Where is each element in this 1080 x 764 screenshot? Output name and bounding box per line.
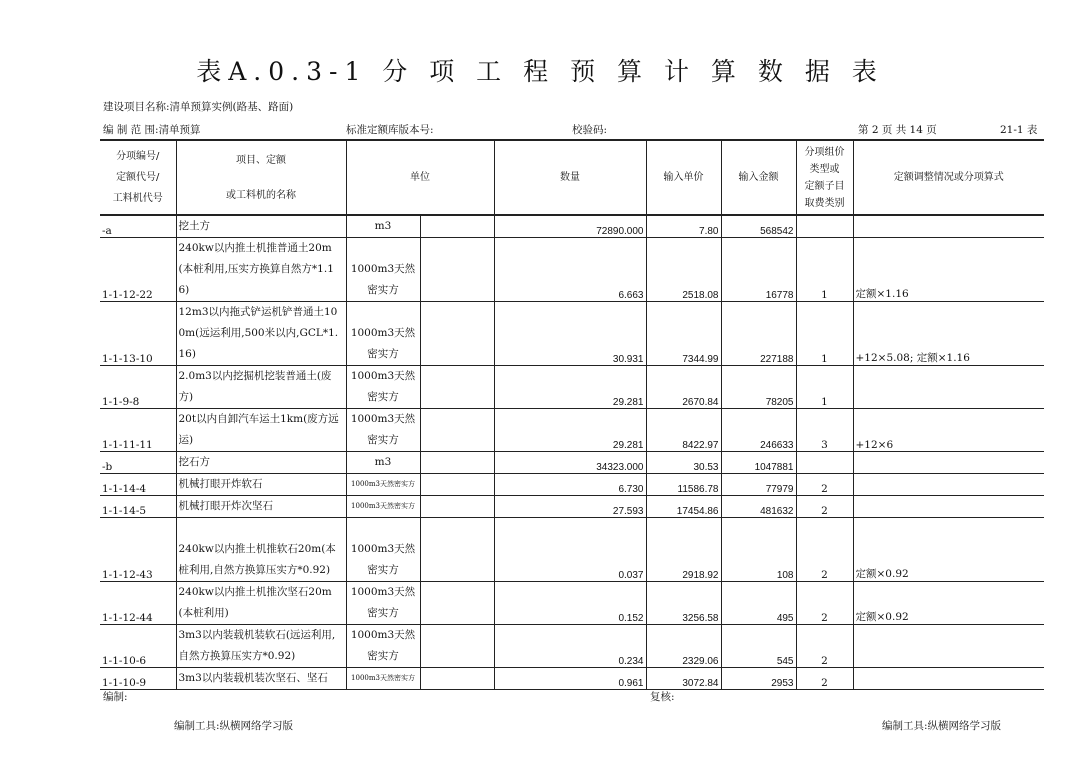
row-adjust bbox=[853, 496, 1044, 518]
page-title: 表A.0.3-1 分 项 工 程 预 算 计 算 数 据 表 bbox=[196, 57, 884, 86]
row-type: 1 bbox=[796, 366, 853, 409]
row-unit: m3 bbox=[346, 452, 420, 474]
row-quantity: 29.281 bbox=[494, 366, 646, 409]
table-row bbox=[100, 215, 1044, 238]
project-value: 清单预算实例(路基、路面) bbox=[169, 101, 294, 113]
table-row bbox=[100, 518, 1044, 582]
row-name: 20t以内自卸汽车运土1km(废方远运) bbox=[176, 409, 346, 452]
row-quantity: 0.234 bbox=[494, 625, 646, 668]
table-header bbox=[100, 140, 1044, 215]
row-unit: 1000m3天然密实方 bbox=[346, 366, 420, 409]
row-unit-extra bbox=[420, 474, 494, 496]
table-row bbox=[100, 582, 1044, 625]
row-unit: 1000m3天然密实方 bbox=[346, 496, 420, 518]
row-adjust bbox=[853, 366, 1044, 409]
compiler-label: 编制: bbox=[103, 691, 128, 703]
row-code: 1-1-10-6 bbox=[100, 625, 176, 668]
row-unit: 1000m3天然密实方 bbox=[346, 302, 420, 366]
row-quantity: 6.730 bbox=[494, 474, 646, 496]
header-unit: 单位 bbox=[346, 140, 494, 215]
table-row bbox=[100, 474, 1044, 496]
row-type: 2 bbox=[796, 496, 853, 518]
header-price: 输入单价 bbox=[646, 140, 721, 215]
row-adjust bbox=[853, 668, 1044, 690]
tool-credit-left: 编制工具:纵横网络学习版 bbox=[174, 720, 294, 732]
row-type bbox=[796, 215, 853, 238]
row-unit: 1000m3天然密实方 bbox=[346, 409, 420, 452]
row-amount: 568542 bbox=[721, 215, 796, 238]
row-quantity: 29.281 bbox=[494, 409, 646, 452]
row-amount: 108 bbox=[721, 518, 796, 582]
row-amount: 246633 bbox=[721, 409, 796, 452]
row-unit-extra bbox=[420, 518, 494, 582]
tool-credit-right: 编制工具:纵横网络学习版 bbox=[882, 720, 1002, 732]
header-quantity: 数量 bbox=[494, 140, 646, 215]
row-unit: 1000m3天然密实方 bbox=[346, 518, 420, 582]
row-unit-extra bbox=[420, 496, 494, 518]
row-price: 2670.84 bbox=[646, 366, 721, 409]
row-price: 3072.84 bbox=[646, 668, 721, 690]
row-name: 挖石方 bbox=[176, 452, 346, 474]
row-quantity: 72890.000 bbox=[494, 215, 646, 238]
row-name: 240kw以内推土机推软石20m(本桩利用,自然方换算压实方*0.92) bbox=[176, 518, 346, 582]
header-type: 分项组价 类型或 定额子目 取费类别 bbox=[796, 140, 853, 215]
row-unit: 1000m3天然密实方 bbox=[346, 625, 420, 668]
row-amount: 545 bbox=[721, 625, 796, 668]
row-unit: m3 bbox=[346, 215, 420, 238]
row-price: 8422.97 bbox=[646, 409, 721, 452]
row-code: -b bbox=[100, 452, 176, 474]
scope-line bbox=[103, 122, 201, 137]
row-code: 1-1-13-10 bbox=[100, 302, 176, 366]
row-adjust bbox=[853, 625, 1044, 668]
table-row bbox=[100, 668, 1044, 690]
row-price: 7.80 bbox=[646, 215, 721, 238]
table-row bbox=[100, 625, 1044, 668]
row-price: 3256.58 bbox=[646, 582, 721, 625]
row-price: 2329.06 bbox=[646, 625, 721, 668]
row-code: 1-1-14-4 bbox=[100, 474, 176, 496]
row-type: 2 bbox=[796, 518, 853, 582]
row-unit-extra bbox=[420, 409, 494, 452]
row-type: 2 bbox=[796, 625, 853, 668]
row-price: 2918.92 bbox=[646, 518, 721, 582]
table-row bbox=[100, 238, 1044, 302]
row-unit-extra bbox=[420, 215, 494, 238]
row-amount: 77979 bbox=[721, 474, 796, 496]
row-code: 1-1-14-5 bbox=[100, 496, 176, 518]
row-quantity: 27.593 bbox=[494, 496, 646, 518]
row-unit-extra bbox=[420, 238, 494, 302]
row-unit-extra bbox=[420, 668, 494, 690]
header-code: 分项编号/ 定额代号/ 工料机代号 bbox=[100, 140, 176, 215]
table-row bbox=[100, 366, 1044, 409]
row-code: -a bbox=[100, 215, 176, 238]
row-unit: 1000m3天然密实方 bbox=[346, 238, 420, 302]
row-code: 1-1-12-22 bbox=[100, 238, 176, 302]
row-unit-extra bbox=[420, 452, 494, 474]
row-type: 1 bbox=[796, 238, 853, 302]
budget-data-table bbox=[100, 139, 1044, 690]
row-price: 7344.99 bbox=[646, 302, 721, 366]
table-number: 21-1 表 bbox=[1000, 124, 1038, 136]
scope-value: 清单预算 bbox=[158, 124, 201, 136]
row-unit-extra bbox=[420, 302, 494, 366]
page-info: 第 2 页 共 14 页 bbox=[858, 124, 937, 136]
row-amount: 481632 bbox=[721, 496, 796, 518]
row-name: 12m3以内拖式铲运机铲普通土100m(远运利用,500米以内,GCL*1.16) bbox=[176, 302, 346, 366]
row-quantity: 0.037 bbox=[494, 518, 646, 582]
row-quantity: 34323.000 bbox=[494, 452, 646, 474]
row-type: 2 bbox=[796, 668, 853, 690]
row-code: 1-1-12-43 bbox=[100, 518, 176, 582]
row-name: 3m3以内装载机装次坚石、坚石 bbox=[176, 668, 346, 690]
header-amount: 输入金额 bbox=[721, 140, 796, 215]
row-unit: 1000m3天然密实方 bbox=[346, 668, 420, 690]
row-quantity: 0.961 bbox=[494, 668, 646, 690]
header-name: 项目、定额 或工料机的名称 bbox=[176, 140, 346, 215]
row-amount: 16778 bbox=[721, 238, 796, 302]
row-name: 2.0m3以内挖掘机挖装普通土(废方) bbox=[176, 366, 346, 409]
table-row bbox=[100, 452, 1044, 474]
row-type: 1 bbox=[796, 302, 853, 366]
row-adjust: +12×5.08; 定额×1.16 bbox=[853, 302, 1044, 366]
row-name: 240kw以内推土机推次坚石20m(本桩利用) bbox=[176, 582, 346, 625]
row-adjust: +12×6 bbox=[853, 409, 1044, 452]
table-row bbox=[100, 302, 1044, 366]
row-code: 1-1-11-11 bbox=[100, 409, 176, 452]
row-quantity: 0.152 bbox=[494, 582, 646, 625]
row-name: 挖土方 bbox=[176, 215, 346, 238]
row-amount: 78205 bbox=[721, 366, 796, 409]
standard-version-label: 标准定额库版本号: bbox=[346, 124, 434, 136]
row-adjust: 定额×0.92 bbox=[853, 582, 1044, 625]
row-amount: 1047881 bbox=[721, 452, 796, 474]
project-label: 建设项目名称: bbox=[103, 101, 170, 113]
row-adjust: 定额×1.16 bbox=[853, 238, 1044, 302]
row-price: 2518.08 bbox=[646, 238, 721, 302]
row-adjust bbox=[853, 215, 1044, 238]
row-type: 2 bbox=[796, 582, 853, 625]
row-unit: 1000m3天然密实方 bbox=[346, 474, 420, 496]
row-adjust bbox=[853, 474, 1044, 496]
row-unit-extra bbox=[420, 582, 494, 625]
table-row bbox=[100, 409, 1044, 452]
row-name: 机械打眼开炸次坚石 bbox=[176, 496, 346, 518]
table-row bbox=[100, 496, 1044, 518]
row-type: 3 bbox=[796, 409, 853, 452]
row-code: 1-1-9-8 bbox=[100, 366, 176, 409]
row-name: 3m3以内装载机装软石(远运利用,自然方换算压实方*0.92) bbox=[176, 625, 346, 668]
row-unit-extra bbox=[420, 625, 494, 668]
row-adjust bbox=[853, 452, 1044, 474]
row-price: 17454.86 bbox=[646, 496, 721, 518]
row-amount: 2953 bbox=[721, 668, 796, 690]
row-amount: 495 bbox=[721, 582, 796, 625]
row-unit: 1000m3天然密实方 bbox=[346, 582, 420, 625]
row-adjust: 定额×0.92 bbox=[853, 518, 1044, 582]
row-price: 30.53 bbox=[646, 452, 721, 474]
row-quantity: 30.931 bbox=[494, 302, 646, 366]
row-price: 11586.78 bbox=[646, 474, 721, 496]
row-unit-extra bbox=[420, 366, 494, 409]
check-code-label: 校验码: bbox=[572, 124, 608, 136]
row-code: 1-1-12-44 bbox=[100, 582, 176, 625]
row-code: 1-1-10-9 bbox=[100, 668, 176, 690]
row-name: 240kw以内推土机推普通土20m(本桩利用,压实方换算自然方*1.16) bbox=[176, 238, 346, 302]
row-amount: 227188 bbox=[721, 302, 796, 366]
row-type bbox=[796, 452, 853, 474]
row-type: 2 bbox=[796, 474, 853, 496]
row-name: 机械打眼开炸软石 bbox=[176, 474, 346, 496]
row-quantity: 6.663 bbox=[494, 238, 646, 302]
reviewer-label: 复核: bbox=[650, 691, 675, 703]
table-body bbox=[100, 215, 1044, 690]
project-name-line bbox=[103, 99, 293, 114]
header-adjust: 定额调整情况或分项算式 bbox=[853, 140, 1044, 215]
scope-label: 编 制 范 围: bbox=[103, 124, 159, 136]
